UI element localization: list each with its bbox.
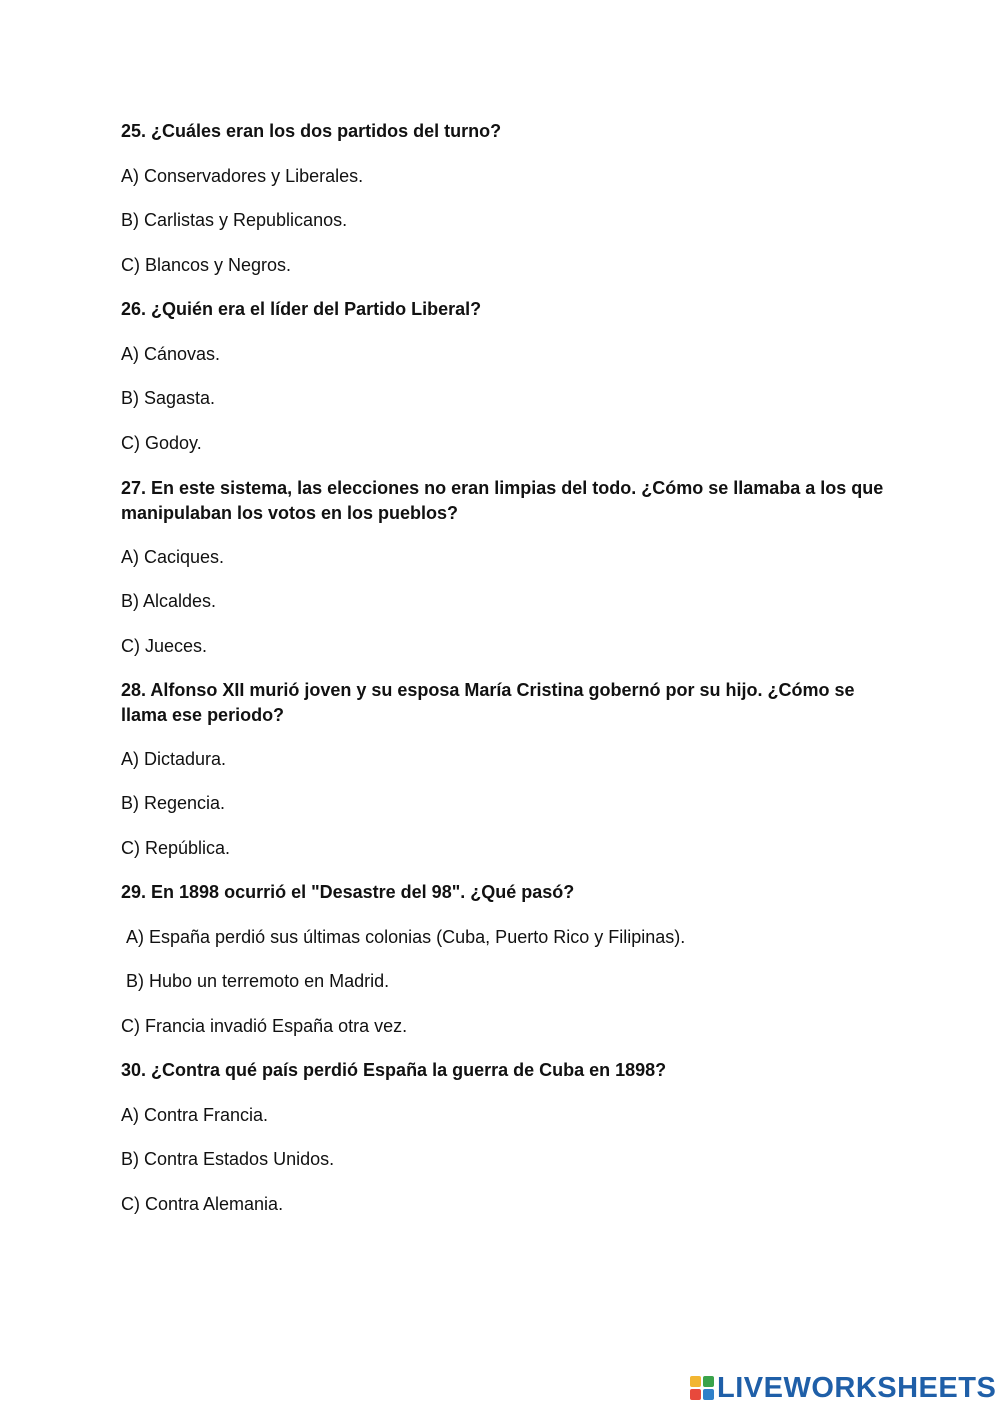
question-27: 27. En este sistema, las elecciones no eran limpias del todo. ¿Cómo se llamaba a los que manipulaban los votos en los pueblos? [121, 478, 884, 523]
logo-tile-icon [703, 1389, 714, 1400]
option-26-b[interactable]: B) Sagasta. [121, 388, 216, 408]
option-30-b[interactable]: B) Contra Estados Unidos. [121, 1149, 335, 1169]
option-25-b[interactable]: B) Carlistas y Republicanos. [121, 210, 348, 230]
option-30-c[interactable]: C) Contra Alemania. [121, 1194, 284, 1214]
option-29-a[interactable]: A) España perdió sus últimas colonias (Cuba, Puerto Rico y Filipinas). [126, 927, 686, 947]
logo-tile-icon [690, 1389, 701, 1400]
option-29-b[interactable]: B) Hubo un terremoto en Madrid. [126, 971, 390, 991]
option-26-c[interactable]: C) Godoy. [121, 433, 202, 453]
option-28-c[interactable]: C) República. [121, 838, 231, 858]
option-27-a[interactable]: A) Caciques. [121, 547, 225, 567]
option-28-b[interactable]: B) Regencia. [121, 793, 226, 813]
option-28-a[interactable]: A) Dictadura. [121, 749, 227, 769]
question-25: 25. ¿Cuáles eran los dos partidos del turno? [121, 121, 502, 141]
question-26: 26. ¿Quién era el líder del Partido Liberal? [121, 299, 482, 319]
option-30-a[interactable]: A) Contra Francia. [121, 1105, 269, 1125]
option-26-a[interactable]: A) Cánovas. [121, 344, 221, 364]
option-25-c[interactable]: C) Blancos y Negros. [121, 255, 292, 275]
logo-text: LIVEWORKSHEETS [717, 1372, 997, 1404]
question-30: 30. ¿Contra qué país perdió España la guerra de Cuba en 1898? [121, 1060, 667, 1080]
question-28: 28. Alfonso XII murió joven y su esposa María Cristina gobernó por su hijo. ¿Cómo se llama ese periodo? [121, 680, 855, 725]
logo-tile-icon [703, 1376, 714, 1387]
question-29: 29. En 1898 ocurrió el "Desastre del 98". ¿Qué pasó? [121, 882, 575, 902]
liveworksheets-tiles-icon [690, 1376, 714, 1400]
option-25-a[interactable]: A) Conservadores y Liberales. [121, 166, 364, 186]
logo-tile-icon [690, 1376, 701, 1387]
liveworksheets-logo [690, 1370, 996, 1406]
option-27-c[interactable]: C) Jueces. [121, 636, 208, 656]
option-27-b[interactable]: B) Alcaldes. [121, 591, 217, 611]
option-29-c[interactable]: C) Francia invadió España otra vez. [121, 1016, 408, 1036]
